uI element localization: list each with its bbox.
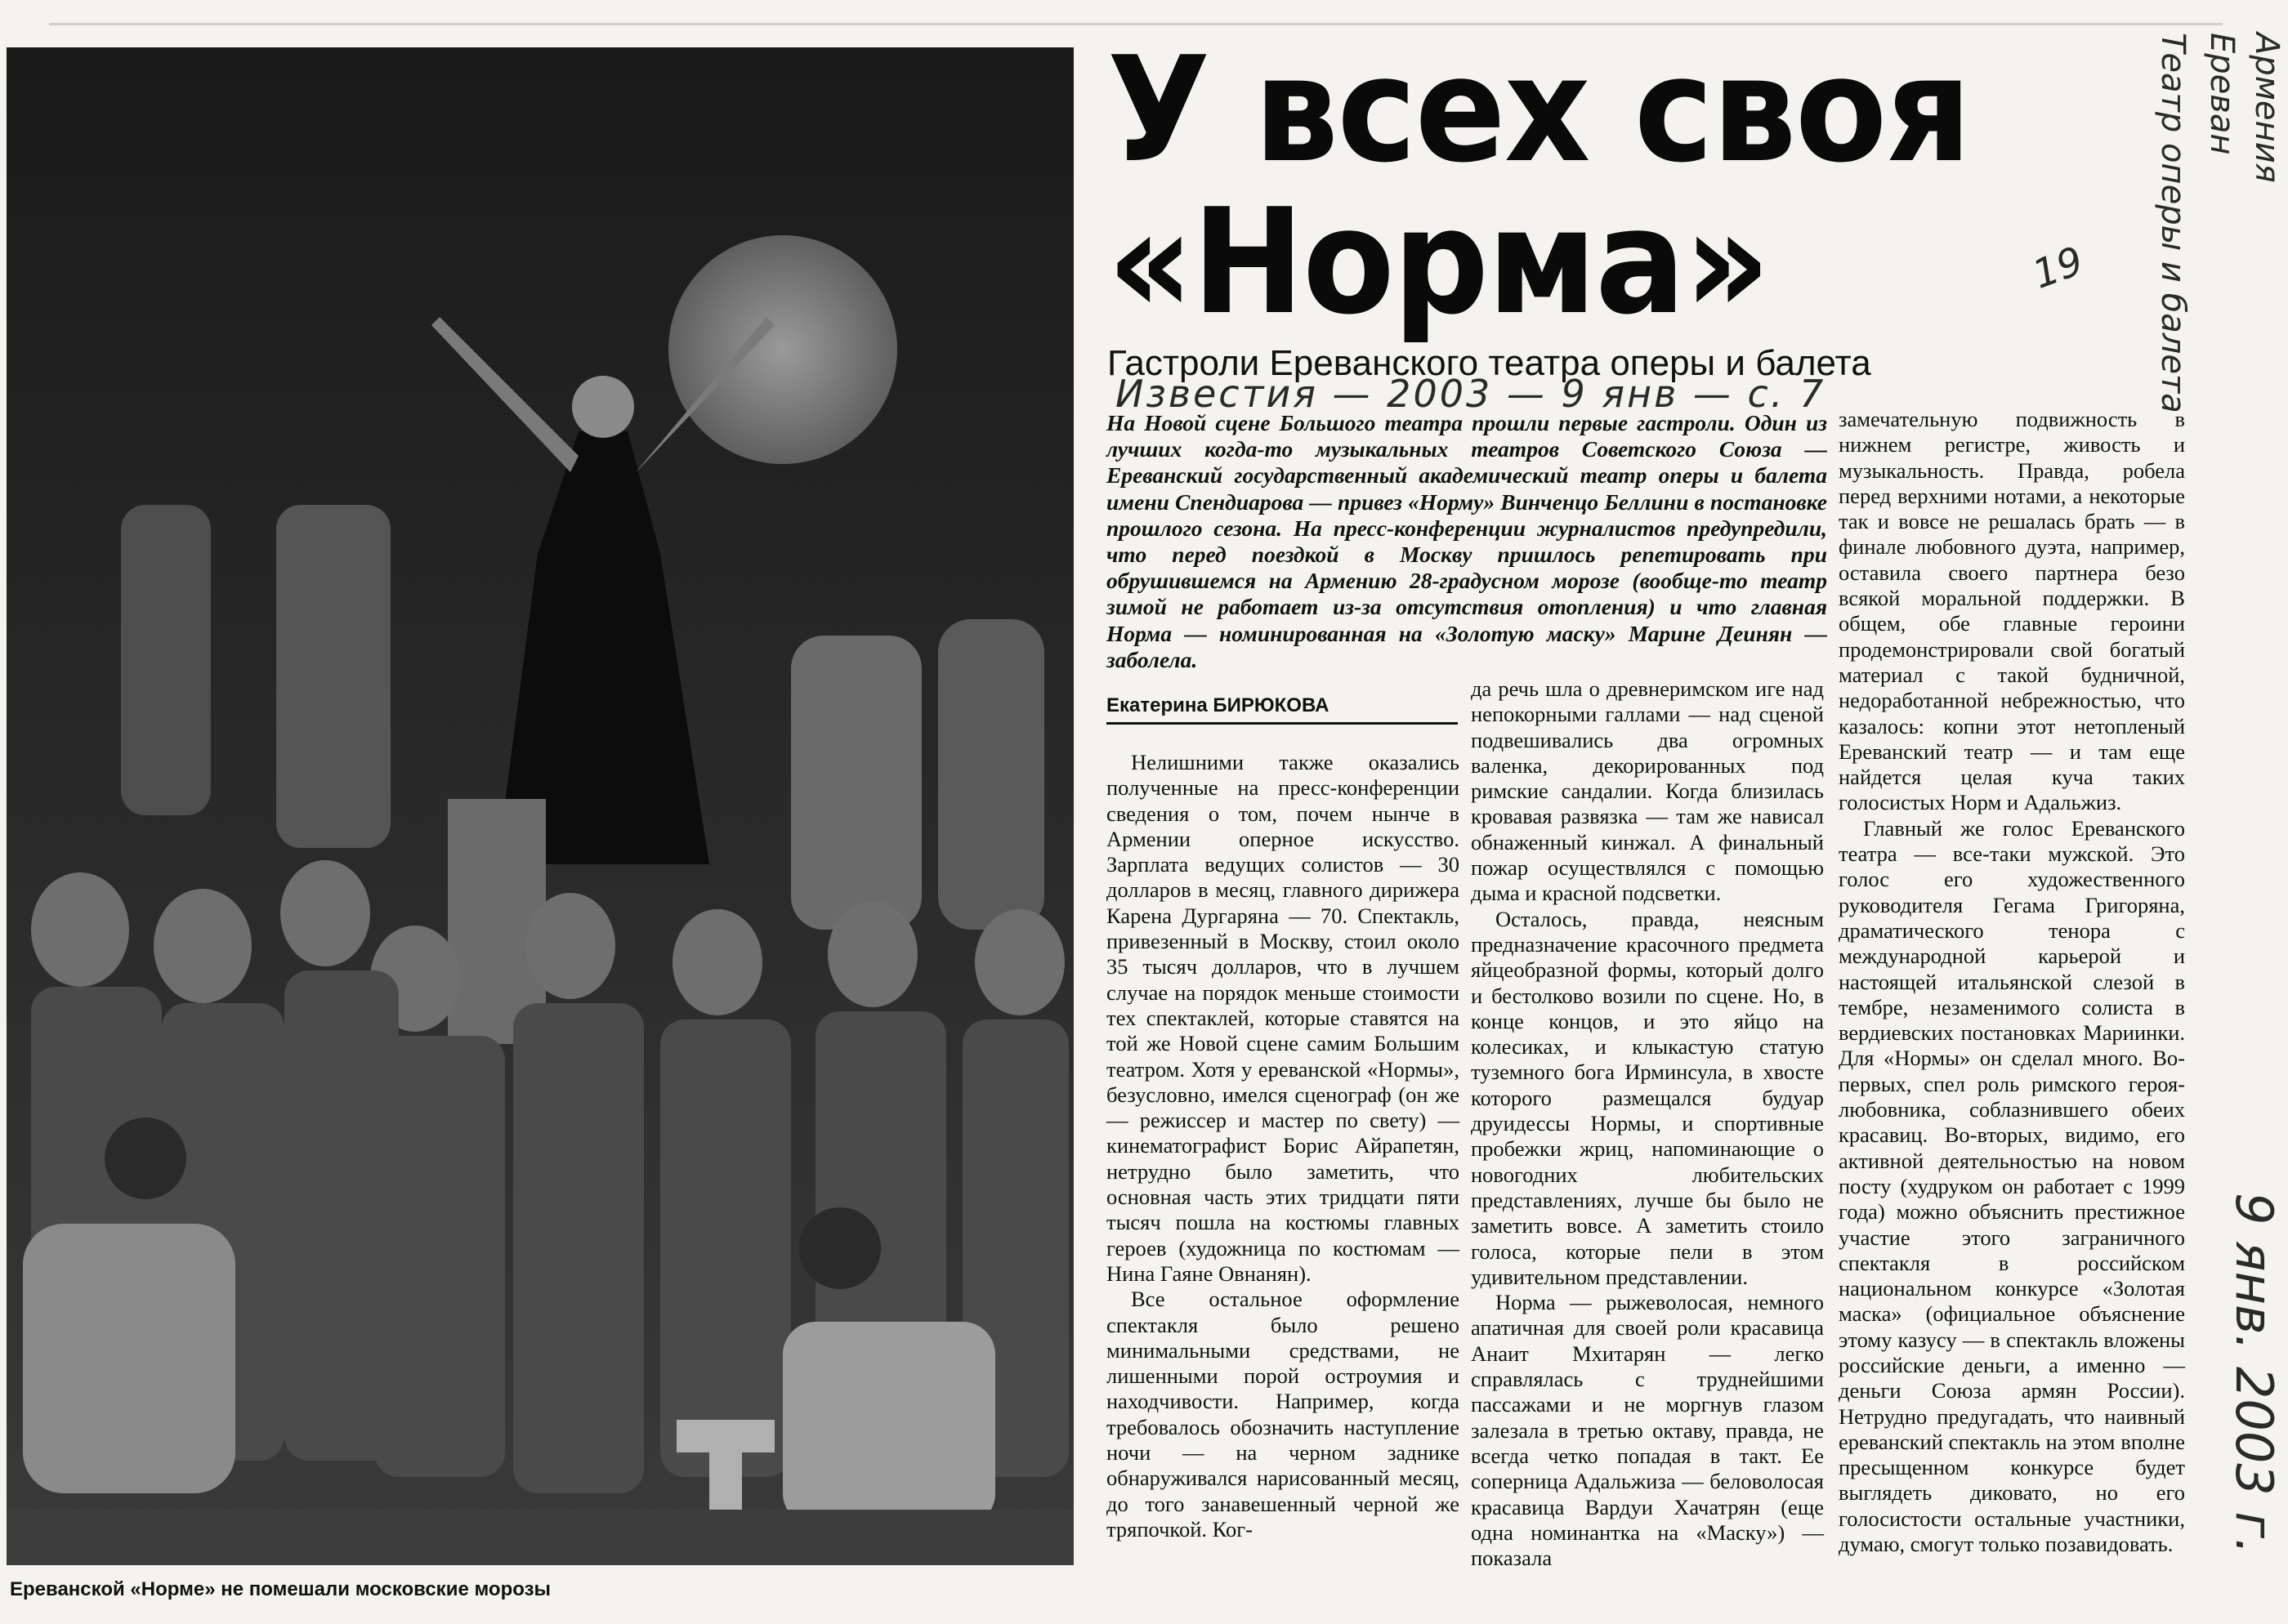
handwritten-topic-line-1: Армения [2248,33,2286,183]
paragraph: Все остальное оформление спектакля было решено минимальными средствами, не лишенными порой остроумия и находчивости. Например, когда требовалось обозначить наступление ночи — на черном заднике обнаруживался нарисованный месяц, до того занавешенный черной же тряпочкой. Ког- [1106,1287,1459,1541]
headline-line-2: «Норма» [1107,177,1769,346]
opera-photo-illustration [7,47,1074,1565]
paragraph: замечательную подвижность в нижнем регистре, живость и музыкальность. Правда, робела перед верхними нотами, а некоторые так и вовсе не решалась брать — в финале любовного дуэта, например, оставила своего партнера безо всякой моральной поддержки. В общем, обе главные героини продемонстрировали свой богатый материал с такой будничной, недоработанной небрежностью, что казалось: копни этот нетопленый Ереванский театр — и там еще найдется целая куча таких голосистых Норм и Адальжиз. [1839,407,2185,815]
photo-caption: Ереванской «Норме» не помешали московские морозы [10,1578,551,1600]
handwritten-topic-line-3: Театр оперы и балета [2154,33,2192,413]
paragraph: Осталось, правда, неясным предназначение красочного предмета яйцеобразной формы, который долго и бестолково возили по сцене. Но, в конце концов, и это яйцо на колесиках, и клыкастую статую туземного бога Ирминсула, в хвосте которого размещался будуар друидессы Нормы, и спортивные пробежки жриц, напоминающие о новогодних любительских представлениях, лучше бы было не заметить вовсе. А заметить стоило голоса, которые пели в этом удивительном представлении. [1471,906,1824,1289]
handwritten-topic-line-2: Ереван [2203,33,2241,155]
author-byline: Екатерина БИРЮКОВА [1106,694,1458,725]
paragraph: да речь шла о древнеримском иге над непокорными галлами — над сценой подвешивались два огромных валенка, декорированных под римские сандалии. Когда близилась кровавая развязка — там же нависал обнаженный кинжал. А финальный пожар осуществлялся с помощью дыма и красной подсветки. [1471,676,1824,906]
article-column-2 [1471,676,1824,1571]
article-subheading: Гастроли Ереванского театра оперы и балета [1107,343,1871,383]
headline-line-1: У всех своя [1107,25,1970,194]
paragraph: Норма — рыжеволосая, немного апатичная для своей роли красавица Анаит Мхитарян — легко справлялась с труднейшими пассажами и не моргнув глазом залезала в третью октаву, правда, не всегда четко попадая в такт. Ее соперница Адальжиза — беловолосая красавица Вардуи Хачатрян (еще одна номинантка на «Маску») — показала [1471,1290,1824,1571]
handwritten-date: 9 янв. 2003 г. [2224,1193,2284,1555]
article-column-3 [1839,407,2185,1557]
handwritten-source-note: Известия — 2003 — 9 янв — с. 7 [1115,372,1826,416]
paragraph: Нелишними также оказались полученные на пресс-конференции сведения о том, почем нынче в Армении оперное искусство. Зарплата ведущих солистов — 30 долларов в месяц, главного дирижера Карена Дургаряна — 70. Спектакль, привезенный в Москву, стоил около 35 тысяч долларов, что в лучшем случае на порядок меньше стоимости тех спектаклей, которые ставятся на той же Новой сцене самим Большим театром. Хотя у ереванской «Нормы», безусловно, имелся сценограф (он же — режиссер и мастер по свету) — кинематографист Борис Айрапетян, нетрудно было заметить, что основная часть этих тридцати пяти тысяч пошла на костюмы главных героев (художница по костюмам — Нина Гаяне Овнанян). [1106,750,1459,1286]
article-headline [1107,25,1970,346]
moon-prop [668,235,897,464]
opera-photo [7,47,1074,1565]
article-column-1 [1106,750,1459,1542]
article-lead: На Новой сцене Большого театра прошли первые гастроли. Один из лучших когда-то музыкальных театров Советского Союза — Ереванский государственный академический театр оперы и балета имени Спендиарова — привез «Норму» Винченцо Беллини в постановке прошлого сезона. На пресс-конференции журналистов предупредили, что перед поездкой в Москву пришлось репетировать при обрушившемся на Армению 28-градусном морозе (вообще-то театр зимой не работает из-за отсутствия отопления) и что главная Норма — номинированная на «Золотую маску» Марине Деинян — заболела. [1106,410,1827,672]
handwritten-mark: 19 [2027,238,2089,298]
paragraph: Главный же голос Ереванского театра — все-таки мужской. Это голос его художественного руководителя Гегама Григоряна, драматического тенора с международной карьерой и настоящей итальянской слезой в тембре, незаменимого солиста в вердиевских постановках Мариинки. Для «Нормы» он сделал много. Во-первых, спел роль римского героя-любовника, соблазнившего обеих красавиц. Во-вторых, видимо, его активной деятельностью на новом посту (худруком он работает с 1999 года) можно объяснить престижное участие этого заграничного спектакля в российском национальном конкурсе «Золотая маска» (официальное объяснение этому казусу — в спектакль вложены российские деньги, а именно — деньги Союза армян России). Нетрудно предугадать, что наивный ереванский спектакль на этом вполне пресыщенном конкурсе будет выглядеть диковато, но его голосистости остальные участники, думаю, смогут только позавидовать. [1839,815,2185,1557]
